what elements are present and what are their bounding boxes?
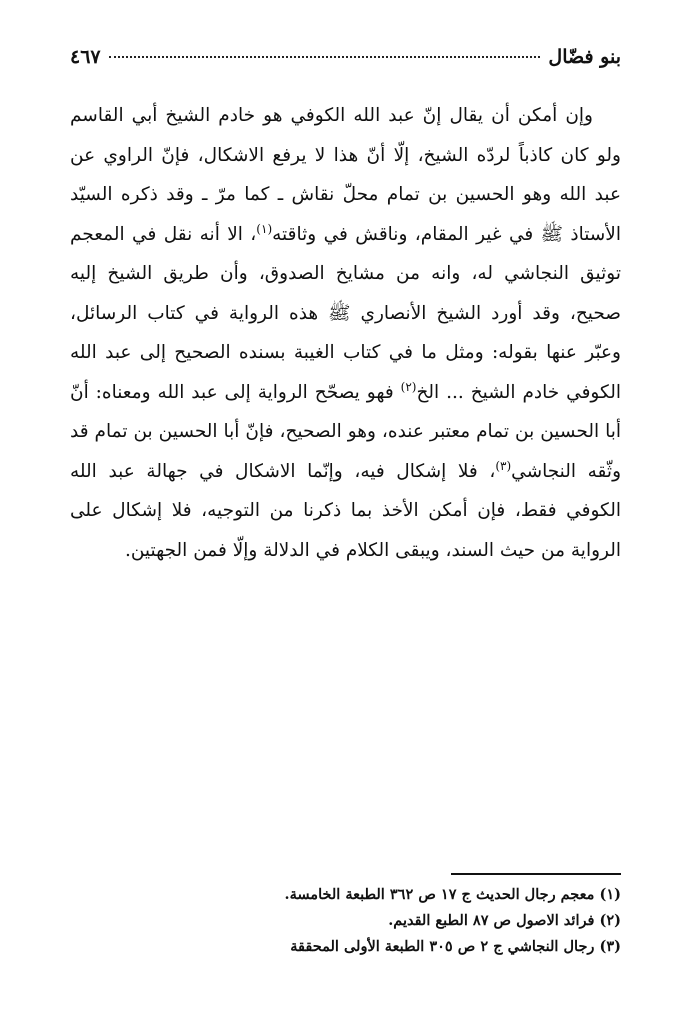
footnote: (٣) رجال النجاشي ج ٢ ص ٣٠٥ الطبعة الأولى المحققة [290,938,621,955]
text-segment: وإن أمكن أن يقال إنّ عبد الله الكوفي هو خادم الشيخ أبي القاسم ولو كان كاذباً لردّه الشيخ، إلّا أنّ هذا لا يرفع الاشكال، فإنّ الراوي عن عبد الله وهو الحسين بن تمام محلّ نقاش ـ كما مرّ ـ وقد ذكره السيّد الأستاذ ﷺ في غير المقام، وناقش في وثاقته [70,105,621,245]
leader-dots [109,56,541,58]
footnote-ref: (٣) [495,458,512,473]
footnote-ref: (١) [256,221,273,236]
page-number: ٤٦٧ [70,46,101,68]
footnote-separator [451,873,621,875]
footnote-ref: (٢) [400,379,417,394]
footnote: (٢) فرائد الاصول ص ٨٧ الطبع القديم. [388,912,621,929]
paragraph [70,96,621,570]
running-header [70,46,621,68]
text-segment: فهو يصحّح الرواية إلى عبد الله ومعناه: أنّ أبا الحسين بن تمام معتبر عنده، وهو الصحيح، فإنّ أبا الحسين بن تمام قد وثّقه النجاشي [70,381,621,482]
footnotes [70,882,621,960]
text-segment: ، الا أنه نقل في المعجم توثيق النجاشي له، وانه من مشايخ الصدوق، وأن طريق الشيخ إليه صحيح، وقد أورد الشيخ الأنصاري ﷺ هذه الرواية في كتاب الرسائل، وعبّر عنها بقوله: ومثل ما في كتاب الغيبة بسنده الصحيح إلى عبد الله الكوفي خادم الشيخ ... الخ [70,223,621,403]
main-text [70,96,621,570]
footnote: (١) معجم رجال الحديث ج ١٧ ص ٣٦٢ الطبعة الخامسة. [284,886,621,903]
chapter-title: بنو فضّال [548,46,621,68]
text-segment: ، فلا إشكال فيه، وإنّما الاشكال في جهالة عبد الله الكوفي فقط، فإن أمكن الأخذ بما ذكرنا من التوجيه، فلا إشكال على الرواية من حيث السند، ويبقى الكلام في الدلالة وإلّا فمن الجهتين. [70,460,621,561]
